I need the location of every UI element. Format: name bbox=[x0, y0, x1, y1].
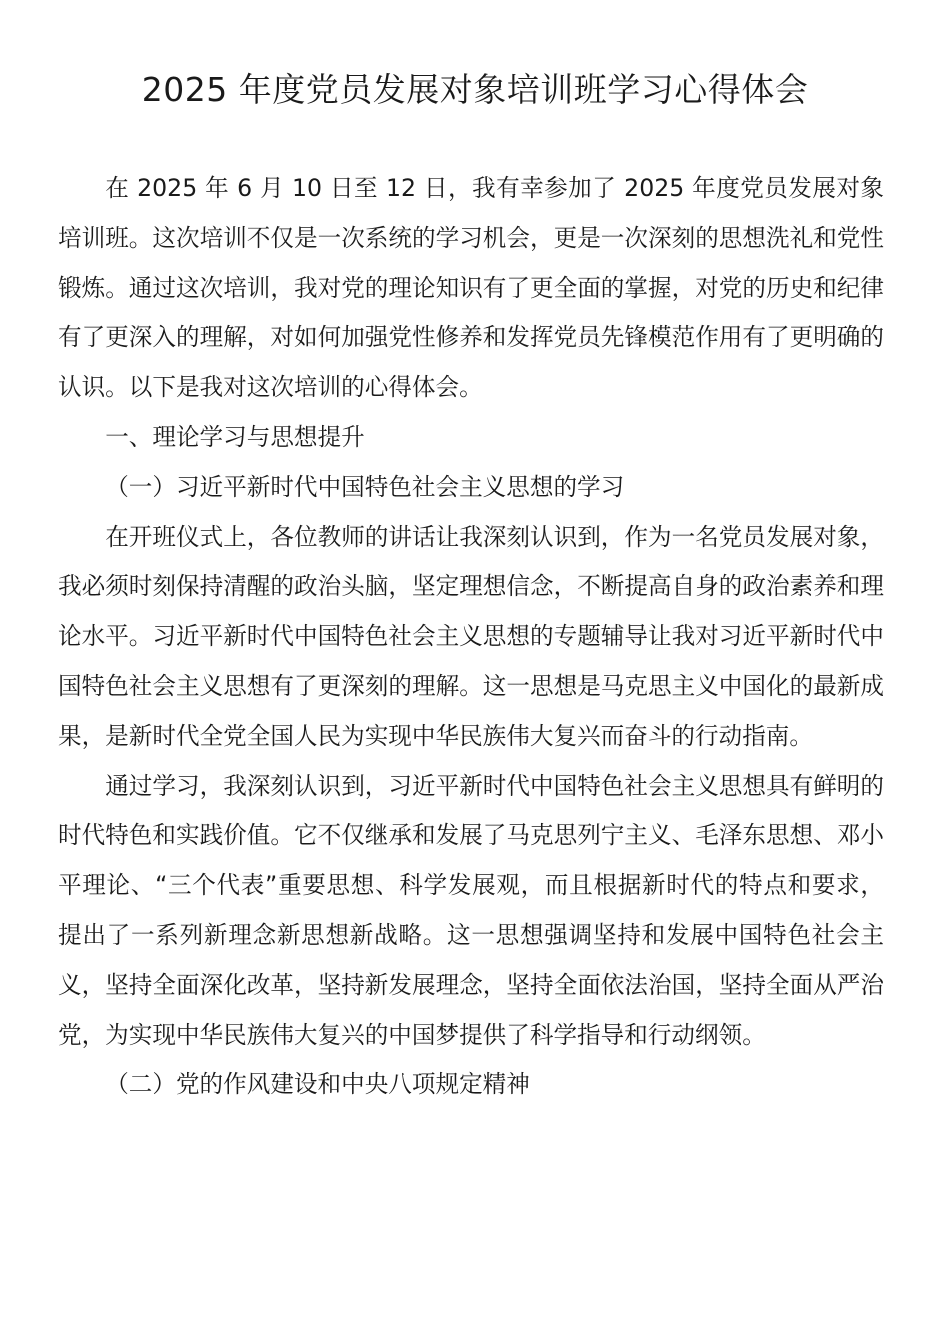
subsection-heading-2: （二）党的作风建设和中央八项规定精神 bbox=[105, 1070, 530, 1099]
body-paragraph-3: 通过学习，我深刻认识到，习近平新时代中国特色社会主义思想具有鲜明的时代特色和实践价值。它不仅继承和发展了马克思列宁主义、毛泽东思想、邓小平理论、“三个代表”重要思想、科学发展观，而且根据新时代的特点和要求，提出了一系列新理念新思想新战略。这一思想强调坚持和发展中国特色社会主义，坚持全面深化改革，坚持新发展理念，坚持全面依法治国，坚持全面从严治党，为实现中华民族伟大复兴的中国梦提供了科学指导和行动纲领。 bbox=[58, 771, 884, 1049]
document-title: 2025 年度党员发展对象培训班学习心得体会 bbox=[141, 70, 809, 109]
document-body bbox=[58, 164, 884, 1110]
intro-paragraph: 在 2025 年 6 月 10 日至 12 日，我有幸参加了 2025 年度党员发展对象培训班。这次培训不仅是一次系统的学习机会，更是一次深刻的思想洗礼和党性锻炼。通过这次培训，我对党的理论知识有了更全面的掌握，对党的历史和纪律有了更深入的理解，对如何加强党性修养和发挥党员先锋模范作用有了更明确的认识。以下是我对这次培训的心得体会。 bbox=[58, 174, 884, 402]
body-paragraph-2: 在开班仪式上，各位教师的讲话让我深刻认识到，作为一名党员发展对象，我必须时刻保持清醒的政治头脑，坚定理想信念，不断提高自身的政治素养和理论水平。习近平新时代中国特色社会主义思想的专题辅导让我对习近平新时代中国特色社会主义思想有了更深刻的理解。这一思想是马克思主义中国化的最新成果，是新时代全党全国人民为实现中华民族伟大复兴而奋斗的行动指南。 bbox=[58, 522, 884, 750]
subsection-heading-1: （一）习近平新时代中国特色社会主义思想的学习 bbox=[105, 472, 625, 501]
section-heading-1: 一、理论学习与思想提升 bbox=[105, 422, 365, 451]
